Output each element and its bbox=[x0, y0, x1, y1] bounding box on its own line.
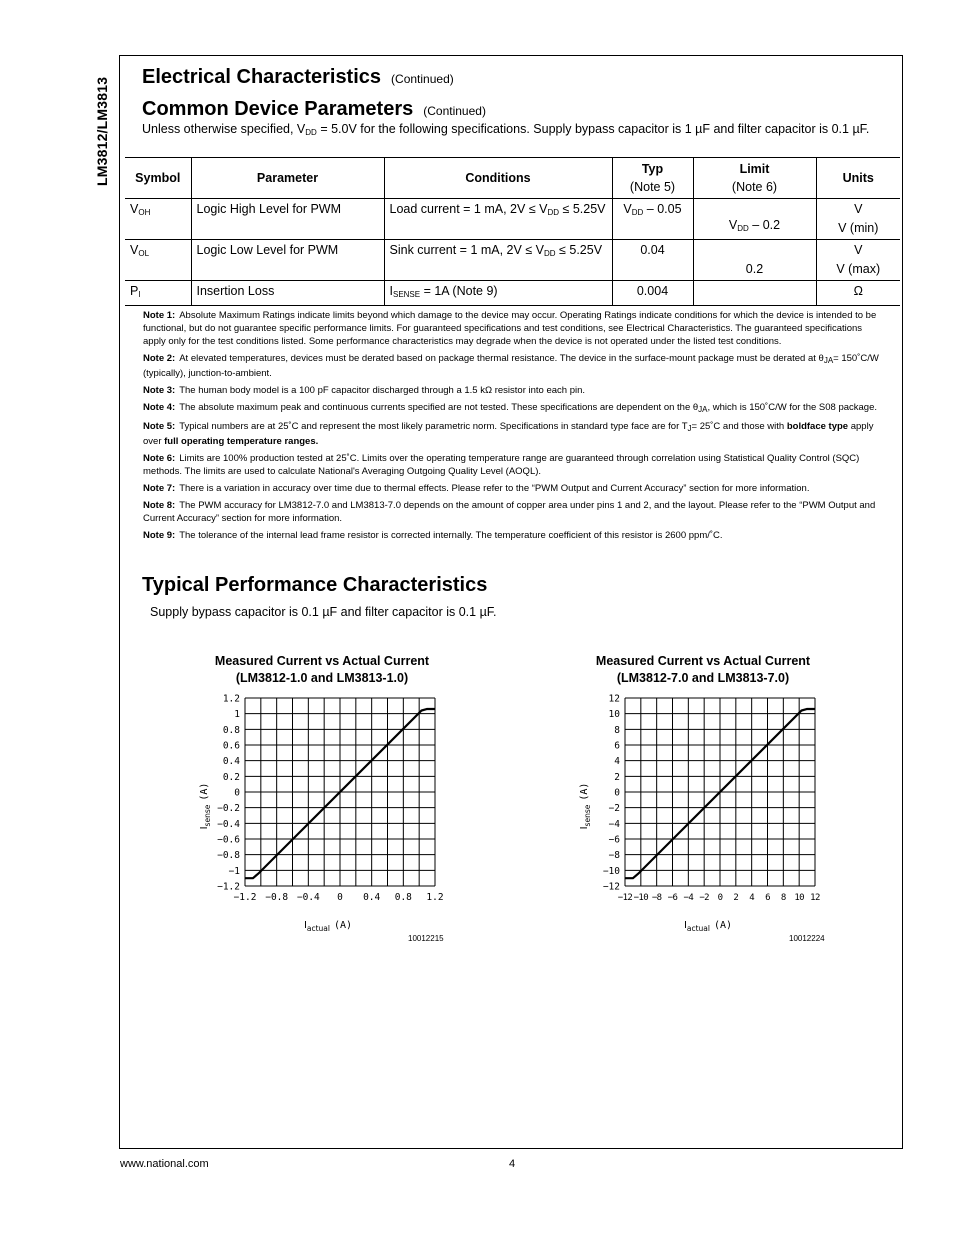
note-2: Note 2: At elevated temperatures, devices must be derated based on package thermal resistance. The device in the surface-mount package must be derated at $\theta_{JA}=$ 150˚C/W (typically), junction-to-ambient. bbox=[143, 353, 879, 379]
x-tick-label: −4 bbox=[683, 893, 694, 903]
y-tick-label: −0.2 bbox=[217, 803, 240, 815]
x-tick-label: −1.2 bbox=[233, 892, 257, 903]
x-tick-label: 0 bbox=[337, 892, 343, 903]
chart-2 bbox=[575, 690, 835, 935]
note-9: Note 9: The tolerance of the internal lead frame resistor is corrected internally. The temperature coefficient of this resistor is 2600 ppm/˚C. bbox=[143, 530, 723, 541]
intro-text: Unless otherwise specified, $V_{DD} = 5.0V$ for the following specifications. Supply bypass capacitor is 1 µF and filter capacitor is 0.1 µF. bbox=[142, 122, 870, 137]
x-axis-label: $I_{actual}$ (A) bbox=[683, 920, 733, 933]
x-axis-label: $I_{actual}$ (A) bbox=[303, 920, 353, 933]
note-1: Note 1: Absolute Maximum Ratings indicate limits beyond which damage to the device may occur. Operating Ratings indicate conditions for which the device is intended to be functional, but do not guarantee specific performance limits. For guaranteed specifications and test conditions, see Electrical Characteristics. The guaranteed specifications apply only for the test conditions listed. Some performance characteristics may degrade when the device is not operated under the listed test conditions. bbox=[143, 310, 877, 347]
x-tick-label: 0.8 bbox=[394, 892, 412, 903]
header-limit: Limit (Note 6) bbox=[693, 158, 816, 199]
x-tick-label: −8 bbox=[651, 893, 662, 903]
tpc-text: Supply bypass capacitor is 0.1 µF and filter capacitor is 0.1 µF. bbox=[150, 605, 497, 619]
section-continued: (Continued) bbox=[391, 72, 454, 86]
cell-units: Ω bbox=[816, 281, 900, 306]
x-tick-label: −6 bbox=[667, 893, 678, 903]
y-tick-label: 0.8 bbox=[222, 724, 240, 736]
y-tick-label: 0 bbox=[614, 787, 620, 799]
note-7: Note 7: There is a variation in accuracy over time due to thermal effects. Please refer to the “PWM Output and Current Accuracy” section for more information. bbox=[143, 483, 810, 494]
note-8: Note 8: The PWM accuracy for LM3812-7.0 and LM3813-7.0 depends on the amount of copper area under pins 1 and 2, and the layout. Please refer to the “PWM Output and Current Accuracy” section for more information. bbox=[143, 500, 876, 524]
y-tick-label: 0.6 bbox=[222, 740, 240, 752]
y-tick-label: −1.2 bbox=[217, 881, 240, 893]
cell-conditions: $I_{SENSE} = 1A$ (Note 9) bbox=[384, 281, 612, 306]
table-row bbox=[125, 240, 900, 281]
cell-conditions: Load current = 1 mA, $2V \le V_{DD} \le 5.25V$ bbox=[384, 199, 612, 240]
y-tick-label: 0.4 bbox=[222, 756, 240, 768]
y-tick-label: 8 bbox=[614, 724, 620, 736]
y-tick-label: 1 bbox=[234, 709, 240, 721]
note-6: Note 6: Limits are 100% production tested at 25˚C. Limits over the operating temperature range are guaranteed through correlation using Statistical Quality Control (SQC) methods. The limits are used to calculate National's Averaging Outgoing Quality Level (AOQL). bbox=[143, 453, 860, 477]
side-title: LM3812/LM3813 bbox=[94, 76, 110, 186]
y-tick-label: −12 bbox=[602, 881, 620, 893]
y-tick-label: 10 bbox=[608, 709, 620, 721]
y-tick-label: 2 bbox=[614, 771, 620, 783]
x-tick-label: 0.4 bbox=[363, 892, 381, 903]
header-conditions: Conditions bbox=[384, 158, 612, 199]
cell-limit: 0.2 bbox=[693, 240, 816, 281]
cell-typ: $V_{DD} - 0.05$ bbox=[612, 199, 693, 240]
y-tick-label: −4 bbox=[608, 818, 620, 830]
cell-typ: 0.04 bbox=[612, 240, 693, 281]
y-tick-label: 12 bbox=[608, 693, 620, 705]
notes-list bbox=[143, 309, 883, 546]
cell-parameter: Logic High Level for PWM bbox=[191, 199, 384, 240]
header-parameter: Parameter bbox=[191, 158, 384, 199]
x-tick-label: 12 bbox=[810, 893, 820, 903]
header-symbol: Symbol bbox=[125, 158, 191, 199]
x-tick-label: −2 bbox=[699, 893, 709, 903]
cell-symbol: $V_{OL}$ bbox=[125, 240, 191, 281]
x-tick-label: −0.8 bbox=[265, 892, 289, 903]
note-4: Note 4: The absolute maximum peak and continuous currents specified are not tested. These specifications are dependent on the $\theta_{JA}$, which is 150˚C/W for the S08 package. bbox=[143, 402, 877, 414]
cell-symbol: $V_{OH}$ bbox=[125, 199, 191, 240]
x-tick-label: 1.2 bbox=[426, 892, 444, 903]
chart-2-title: Measured Current vs Actual Current (LM3812-7.0 and LM3813-7.0) bbox=[595, 654, 811, 685]
spec-table bbox=[125, 157, 900, 306]
note-5: Note 5: Typical numbers are at 25˚C and represent the most likely parametric norm. Specifications in standard type face are for $T_J=$ 25˚C and those with boldface type apply over full operating temperature ranges. bbox=[143, 421, 874, 447]
cell-limit: $V_{DD} - 0.2$ bbox=[693, 199, 816, 240]
table-row bbox=[125, 199, 900, 240]
cell-parameter: Logic Low Level for PWM bbox=[191, 240, 384, 281]
cell-units: V V (max) bbox=[816, 240, 900, 281]
cell-parameter: Insertion Loss bbox=[191, 281, 384, 306]
y-tick-label: −2 bbox=[608, 803, 620, 815]
y-tick-label: 4 bbox=[614, 756, 620, 768]
header-units: Units bbox=[816, 158, 900, 199]
cell-conditions: Sink current = 1 mA, $2V \le V_{DD} \le 5.25V$ bbox=[384, 240, 612, 281]
y-tick-label: 0 bbox=[234, 787, 240, 799]
x-tick-label: 2 bbox=[733, 893, 739, 903]
cell-symbol: $P_I$ bbox=[125, 281, 191, 306]
y-tick-label: −8 bbox=[608, 850, 620, 862]
table-header-row bbox=[125, 158, 900, 199]
subsection-heading bbox=[142, 98, 486, 121]
cell-units: V V (min) bbox=[816, 199, 900, 240]
section-title: Electrical Characteristics bbox=[142, 66, 382, 88]
note-3: Note 3: The human body model is a 100 pF capacitor discharged through a 1.5 kΩ resistor into each pin. bbox=[143, 385, 586, 396]
y-axis-label: $I_{sense}(A)$ bbox=[579, 782, 592, 830]
chart-2-figure-number: 10012224 bbox=[789, 934, 825, 943]
cell-typ: 0.004 bbox=[612, 281, 693, 306]
y-tick-label: 1.2 bbox=[222, 693, 240, 705]
chart-1 bbox=[195, 690, 455, 935]
x-tick-label: 4 bbox=[749, 893, 755, 903]
y-tick-label: −0.6 bbox=[217, 834, 240, 846]
cell-limit bbox=[693, 281, 816, 306]
x-tick-label: 6 bbox=[765, 893, 770, 903]
x-tick-label: −10 bbox=[633, 893, 649, 903]
x-tick-label: 8 bbox=[780, 893, 786, 903]
subsection-continued: (Continued) bbox=[423, 104, 486, 118]
x-tick-label: −12 bbox=[617, 893, 633, 903]
y-tick-label: −10 bbox=[602, 865, 620, 877]
footer-website[interactable]: www.national.com bbox=[120, 1158, 209, 1170]
x-tick-label: 10 bbox=[794, 893, 804, 903]
y-tick-label: −6 bbox=[608, 834, 620, 846]
header-typ: Typ (Note 5) bbox=[612, 158, 693, 199]
y-tick-label: 6 bbox=[614, 740, 620, 752]
y-tick-label: −0.8 bbox=[217, 850, 240, 862]
page-number: 4 bbox=[509, 1158, 516, 1170]
y-axis-label: $I_{sense}(A)$ bbox=[199, 782, 212, 830]
y-tick-label: 0.2 bbox=[222, 771, 240, 783]
section-heading bbox=[142, 66, 454, 89]
chart-1-title: Measured Current vs Actual Current (LM3812-1.0 and LM3813-1.0) bbox=[214, 654, 430, 685]
subsection-title: Common Device Parameters bbox=[142, 98, 414, 120]
chart-1-figure-number: 10012215 bbox=[408, 934, 444, 943]
x-tick-label: 0 bbox=[717, 893, 723, 903]
y-tick-label: −1 bbox=[228, 865, 240, 877]
tpc-heading: Typical Performance Characteristics bbox=[142, 574, 488, 596]
table-row bbox=[125, 281, 900, 306]
y-tick-label: −0.4 bbox=[217, 818, 240, 830]
x-tick-label: −0.4 bbox=[296, 892, 320, 903]
